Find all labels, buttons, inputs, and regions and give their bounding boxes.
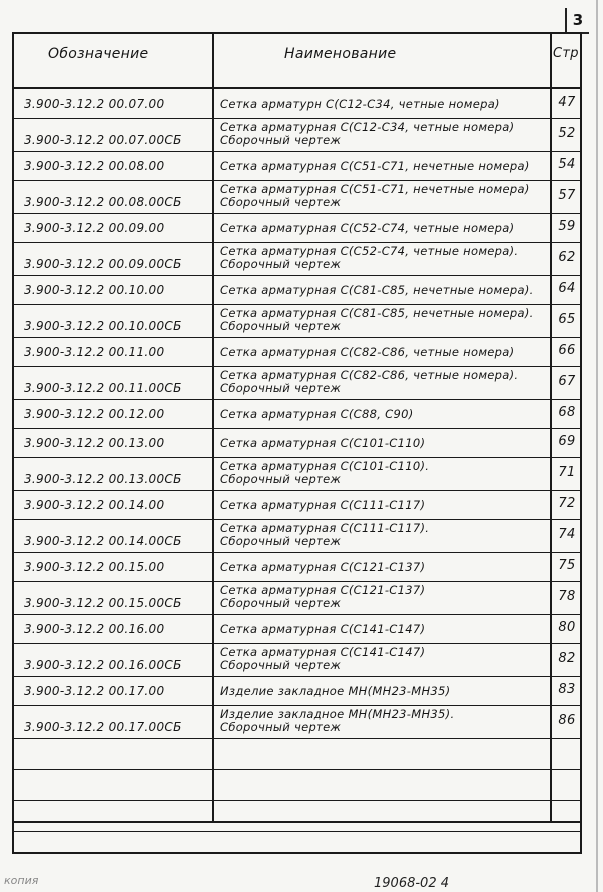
row-page: 69 <box>558 434 576 449</box>
header-name: Наименование <box>284 46 397 62</box>
row-name: Сетка арматурная С(С111-С117) <box>220 498 426 512</box>
row-designation: 3.900-3.12.2 00.13.00 <box>24 436 165 450</box>
table-row <box>14 118 580 152</box>
row-name: Сетка арматурная С(С141-С147) <box>220 622 426 636</box>
row-designation: 3.900-3.12.2 00.08.00 <box>24 159 165 173</box>
row-page: 59 <box>558 219 576 234</box>
row-name: Сетка арматурная С(С81-С85, нечетные номера). <box>220 283 534 297</box>
table-row <box>14 304 580 338</box>
table-row <box>14 490 580 520</box>
table-row <box>14 275 580 305</box>
table-row <box>14 676 580 706</box>
row-designation: 3.900-3.12.2 00.11.00 <box>24 345 165 359</box>
row-page: 75 <box>558 558 576 573</box>
row-name-line2: Сборочный чертеж <box>220 472 342 486</box>
row-name: Сетка арматурная С(С52-С74, четные номера). <box>220 244 519 258</box>
row-designation: 3.900-3.12.2 00.16.00СБ <box>24 658 182 672</box>
table-row <box>14 705 580 739</box>
header-page: Стр <box>553 46 579 61</box>
row-page: 86 <box>558 713 576 728</box>
header-designation: Обозначение <box>48 46 149 62</box>
empty-row <box>14 800 580 832</box>
row-page: 82 <box>558 651 576 666</box>
row-name-line2: Сборочный чертеж <box>220 195 342 209</box>
row-name: Сетка арматурная С(С81-С85, нечетные номера). <box>220 306 534 320</box>
row-name: Сетка арматурная С(С121-С137) <box>220 583 426 597</box>
row-name: Сетка арматурная С(С101-С110). <box>220 459 430 473</box>
row-name-line2: Сборочный чертеж <box>220 381 342 395</box>
row-name-line2: Сборочный чертеж <box>220 133 342 147</box>
row-designation: 3.900-3.12.2 00.13.00СБ <box>24 472 182 486</box>
column-divider-1 <box>212 34 214 821</box>
row-name: Сетка арматурн С(С12-С34, четные номера) <box>220 97 500 111</box>
contents-table <box>12 32 582 854</box>
row-designation: 3.900-3.12.2 00.14.00СБ <box>24 534 182 548</box>
table-row <box>14 399 580 429</box>
row-designation: 3.900-3.12.2 00.08.00СБ <box>24 195 182 209</box>
table-row <box>14 337 580 367</box>
row-designation: 3.900-3.12.2 00.11.00СБ <box>24 381 182 395</box>
row-designation: 3.900-3.12.2 00.17.00 <box>24 684 165 698</box>
table-row <box>14 614 580 644</box>
row-designation: 3.900-3.12.2 00.17.00СБ <box>24 720 182 734</box>
table-row <box>14 519 580 553</box>
row-page: 72 <box>558 496 576 511</box>
row-name: Сетка арматурная С(С52-С74, четные номера) <box>220 221 515 235</box>
row-page: 78 <box>558 589 576 604</box>
table-row <box>14 89 580 119</box>
table-row <box>14 242 580 276</box>
table-row <box>14 180 580 214</box>
row-name: Сетка арматурная С(С121-С137) <box>220 560 426 574</box>
row-page: 62 <box>558 250 576 265</box>
row-designation: 3.900-3.12.2 00.07.00СБ <box>24 133 182 147</box>
row-name: Сетка арматурная С(С82-С86, четные номера) <box>220 345 515 359</box>
row-designation: 3.900-3.12.2 00.09.00 <box>24 221 165 235</box>
row-name-line2: Сборочный чертеж <box>220 534 342 548</box>
row-page: 66 <box>558 343 576 358</box>
footer-note: копия <box>4 874 39 887</box>
row-designation: 3.900-3.12.2 00.10.00СБ <box>24 319 182 333</box>
row-designation: 3.900-3.12.2 00.09.00СБ <box>24 257 182 271</box>
row-designation: 3.900-3.12.2 00.16.00 <box>24 622 165 636</box>
table-row <box>14 457 580 491</box>
row-name: Сетка арматурная С(С12-С34, четные номера) <box>220 120 515 134</box>
row-designation: 3.900-3.12.2 00.15.00 <box>24 560 165 574</box>
row-page: 80 <box>558 620 576 635</box>
column-divider-2 <box>550 34 552 821</box>
table-row <box>14 581 580 615</box>
row-page: 65 <box>558 312 576 327</box>
row-name: Сетка арматурная С(С88, С90) <box>220 407 414 421</box>
table-row <box>14 151 580 181</box>
row-page: 67 <box>558 374 576 389</box>
table-row <box>14 366 580 400</box>
row-name-line2: Сборочный чертеж <box>220 596 342 610</box>
row-page: 71 <box>558 465 576 480</box>
row-designation: 3.900-3.12.2 00.07.00 <box>24 97 165 111</box>
table-row <box>14 552 580 582</box>
row-page: 68 <box>558 405 576 420</box>
table-bottom-line <box>14 821 580 823</box>
table-row <box>14 643 580 677</box>
row-name-line2: Сборочный чертеж <box>220 257 342 271</box>
row-name: Сетка арматурная С(С101-С110) <box>220 436 426 450</box>
row-page: 47 <box>558 95 576 110</box>
row-designation: 3.900-3.12.2 00.14.00 <box>24 498 165 512</box>
row-name: Сетка арматурная С(С51-С71, нечетные номера) <box>220 159 530 173</box>
row-designation: 3.900-3.12.2 00.15.00СБ <box>24 596 182 610</box>
row-page: 54 <box>558 157 576 172</box>
row-page: 83 <box>558 682 576 697</box>
row-page: 57 <box>558 188 576 203</box>
row-designation: 3.900-3.12.2 00.12.00 <box>24 407 165 421</box>
sheet-number: 3 <box>565 8 589 34</box>
row-name-line2: Сборочный чертеж <box>220 319 342 333</box>
row-page: 74 <box>558 527 576 542</box>
row-name-line2: Сборочный чертеж <box>220 720 342 734</box>
row-designation: 3.900-3.12.2 00.10.00 <box>24 283 165 297</box>
footer-doc-number: 19068-02 4 <box>374 876 449 891</box>
row-name: Сетка арматурная С(С111-С117). <box>220 521 430 535</box>
table-row <box>14 428 580 458</box>
row-page: 64 <box>558 281 576 296</box>
row-name-line2: Сборочный чертеж <box>220 658 342 672</box>
empty-row <box>14 769 580 801</box>
row-page: 52 <box>558 126 576 141</box>
row-name: Сетка арматурная С(С82-С86, четные номера). <box>220 368 519 382</box>
row-name: Сетка арматурная С(С51-С71, нечетные номера) <box>220 182 530 196</box>
row-name: Изделие закладное МН(МН23-МН35) <box>220 684 451 698</box>
table-row <box>14 213 580 243</box>
empty-row <box>14 738 580 770</box>
margin-line <box>596 0 598 892</box>
row-name: Сетка арматурная С(С141-С147) <box>220 645 426 659</box>
row-name: Изделие закладное МН(МН23-МН35). <box>220 707 455 721</box>
